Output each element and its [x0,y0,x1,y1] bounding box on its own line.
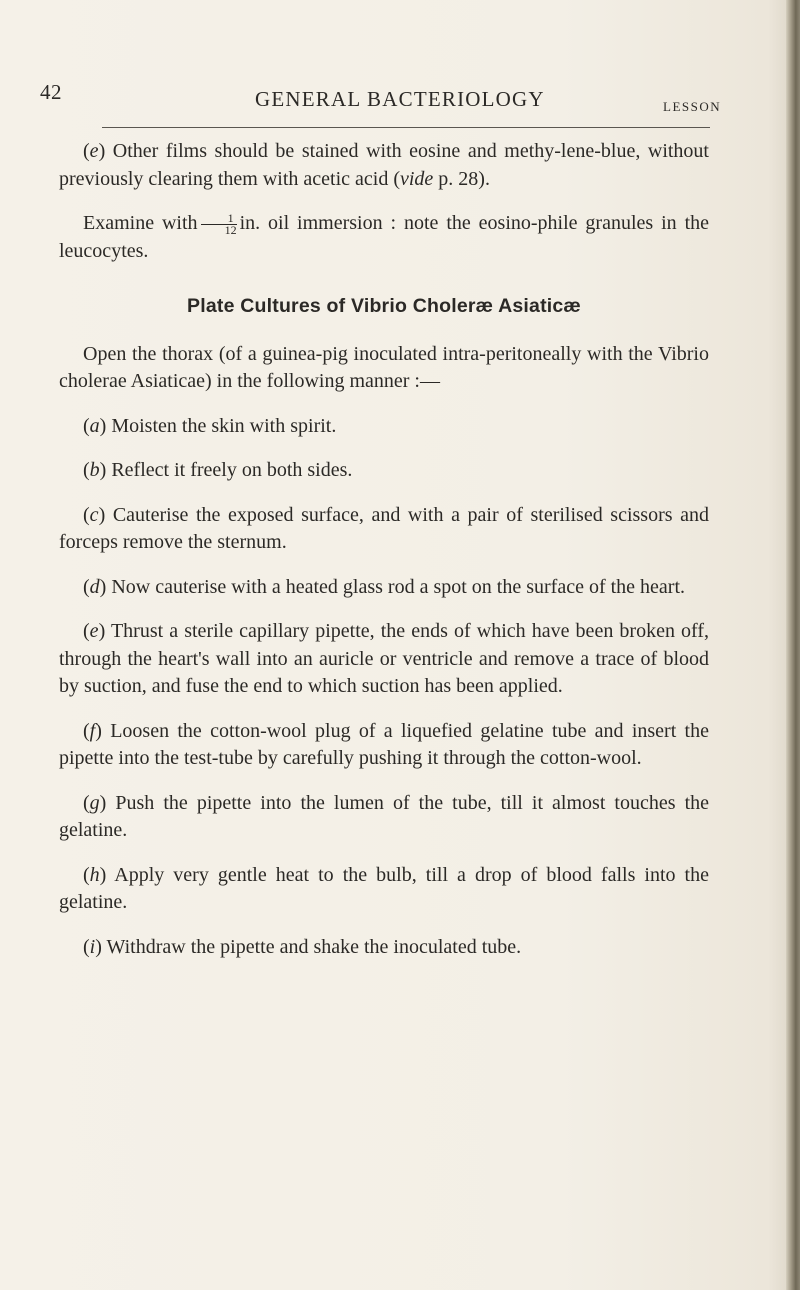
step-text: Loosen the cotton-wool plug of a liquefied gelatine tube and insert the pipette into the test-tube by carefully pushing it through the cotton-wool. [59,719,709,769]
step-label: (g) [83,791,116,814]
step-label: (a) [83,414,112,437]
section-heading: Plate Cultures of Vibrio Choleræ Asiaticæ [187,295,581,317]
step-label: (c) [83,503,113,526]
paragraph-examine [59,210,709,265]
step-item [59,790,709,845]
step-label: (h) [83,863,115,886]
step-text: Moisten the skin with spirit. [111,414,337,437]
step-label: (f) [83,719,111,742]
step-item [59,718,709,773]
section-intro: Open the thorax (of a guinea-pig inoculated intra-peritoneally with the Vibrio cholerae Asiaticae) in the following manner :— [59,342,709,392]
step-label-letter: d [89,575,100,598]
step-item [59,934,709,962]
vide-text: vide [399,167,434,190]
page-edge [786,0,800,1290]
fraction-denominator: 12 [224,222,237,237]
paragraph-text: Other films should be stained with eosine and methy-lene-blue, without previously clearing them with acetic acid ( [59,140,709,190]
step-text: Withdraw the pipette and shake the inoculated tube. [106,935,522,958]
step-label: (b) [83,459,112,481]
paragraph-label: e [89,140,99,162]
step-label-letter: f [89,719,96,742]
steps-list [59,413,709,962]
running-header [40,80,720,120]
step-label-letter: a [89,414,100,437]
step-text: Reflect it freely on both sides. [111,459,353,481]
step-item [59,862,709,917]
step-item [59,413,709,441]
running-title: GENERAL BACTERIOLOGY [255,87,545,111]
step-label: (d) [83,575,112,598]
step-label-letter: e [89,620,99,642]
body-text [59,138,709,961]
step-label-letter: g [89,791,100,814]
step-label-letter: h [89,863,100,886]
fraction [201,210,237,237]
step-text: Apply very gentle heat to the bulb, till a drop of blood falls into the gelatine. [59,863,709,913]
step-label-letter: i [89,935,96,958]
page-number: 42 [40,80,62,104]
paragraph-stain: (e) Other films should be stained with eosine and methy-lene-blue, without previously clearing them with acetic acid (vide p. 28). [59,140,709,190]
step-label: (i) [83,935,107,958]
fraction-numerator: 1 [201,213,237,225]
step-label-letter: b [89,459,100,481]
paragraph-text-end: p. 28). [433,167,490,190]
running-header-lesson: LESSON [663,99,722,114]
step-item [59,502,709,557]
step-label: (e) [83,620,111,642]
step-label-letter: c [89,503,99,526]
step-item [59,618,709,701]
step-text: Thrust a sterile capillary pipette, the ends of which have been broken off, through the heart's wall into an auricle or ventricle and remove a trace of blood by suction, and fuse the end to which suction has been applied. [59,620,709,697]
examine-text: Examine with [83,212,198,234]
step-item [59,574,709,602]
step-item [59,457,709,485]
step-text: Cauterise the exposed surface, and with a pair of sterilised scissors and forceps remove the sternum. [59,503,709,553]
examine-text-end: in. oil immersion : note the eosino-phile granules in the leucocytes. [59,212,709,262]
header-rule [102,127,710,128]
step-text: Now cauterise with a heated glass rod a spot on the surface of the heart. [111,575,686,598]
step-text: Push the pipette into the lumen of the tube, till it almost touches the gelatine. [59,791,709,841]
